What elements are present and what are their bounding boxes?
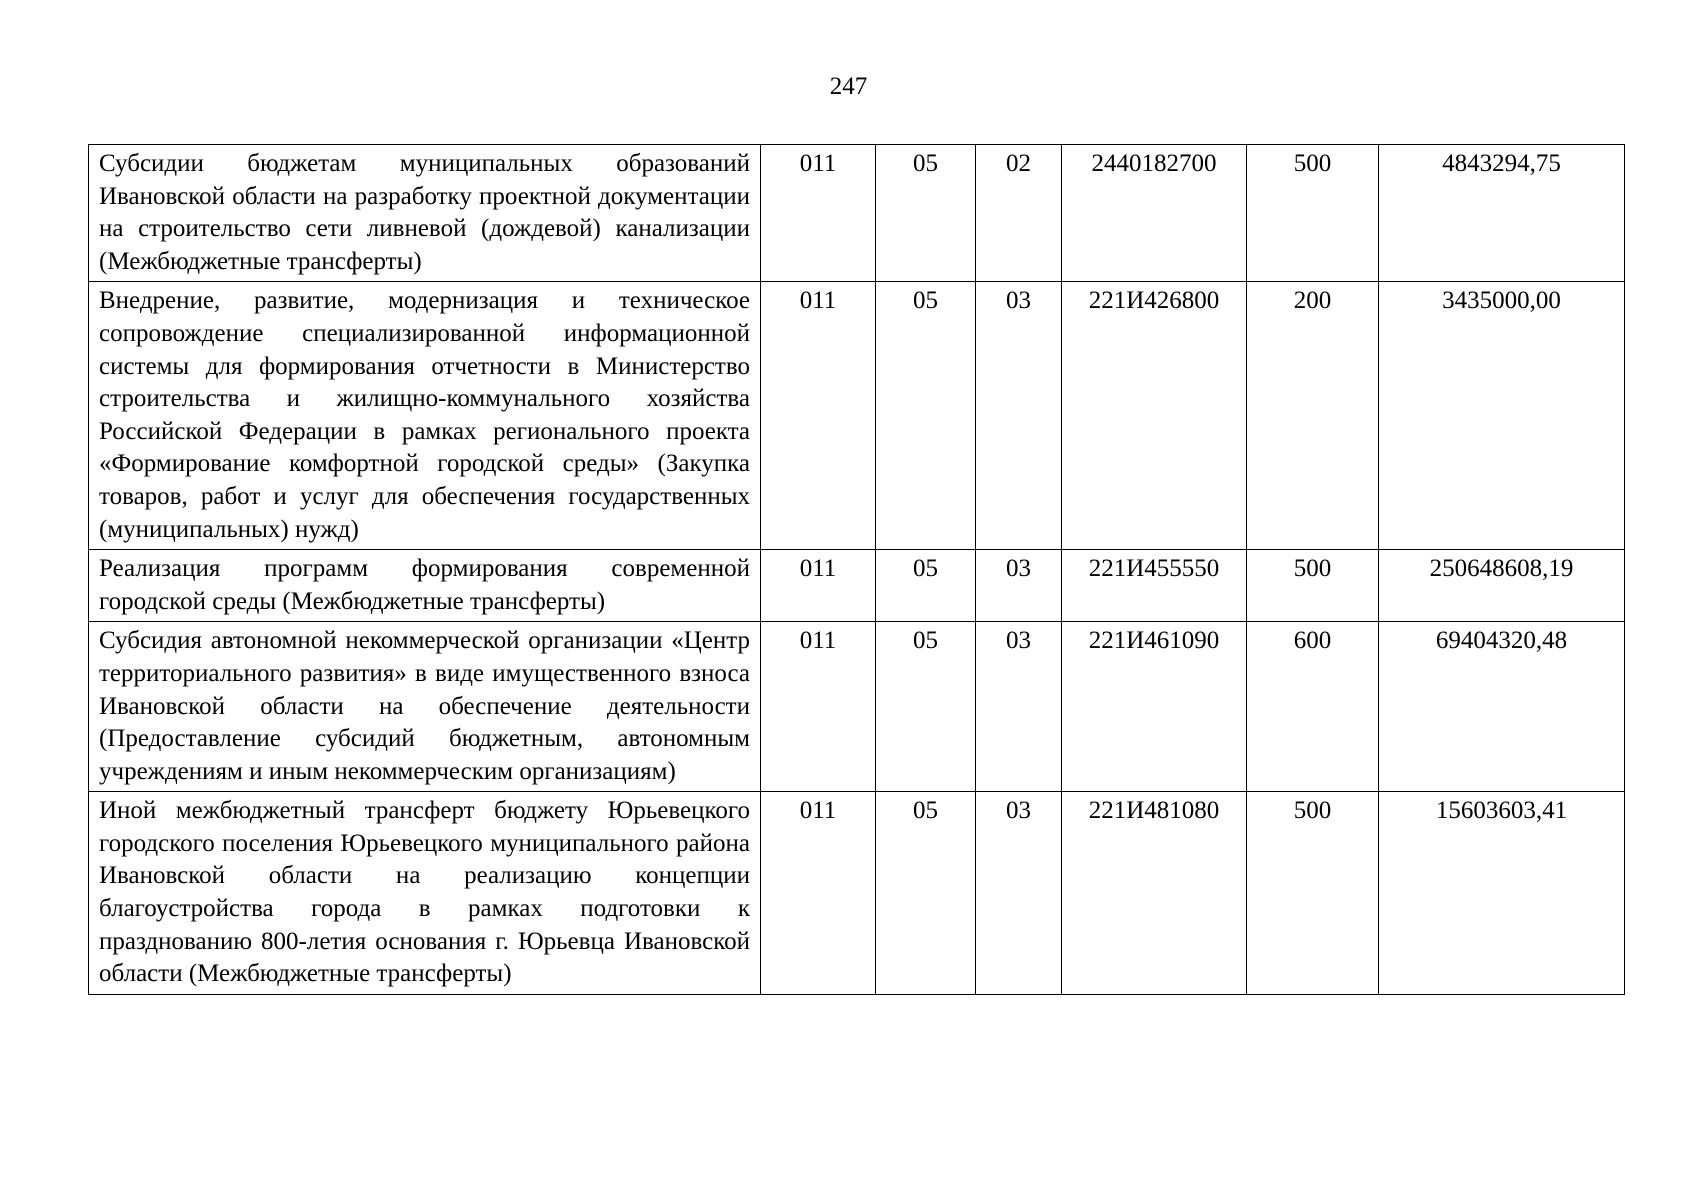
table-row <box>89 792 1625 995</box>
row-description: Субсидии бюджетам муниципальных образований Ивановской области на разработку проектной документации на строительство сети ливневой (дождевой) канализации (Межбюджетные трансферты) <box>89 145 761 282</box>
row-target-article-code: 221И461090 <box>1062 622 1247 792</box>
row-expense-type-code: 500 <box>1247 145 1379 282</box>
row-subsection-code: 02 <box>976 145 1062 282</box>
row-ministry-code: 011 <box>761 145 876 282</box>
row-expense-type-code: 600 <box>1247 622 1379 792</box>
row-section-code: 05 <box>876 145 976 282</box>
row-description: Внедрение, развитие, модернизация и техническое сопровождение специализированной информационной системы для формирования отчетности в Министерство строительства и жилищно-коммунального хозяйства Российской Федерации в рамках регионального проекта «Формирование комфортной городской среды» (Закупка товаров, работ и услуг для обеспечения государственных (муниципальных) нужд) <box>89 282 761 550</box>
row-subsection-code: 03 <box>976 550 1062 622</box>
page-number: 247 <box>829 73 868 100</box>
table-row <box>89 550 1625 622</box>
row-amount: 250648608,19 <box>1379 550 1625 622</box>
row-subsection-code: 03 <box>976 282 1062 550</box>
budget-table <box>88 144 1625 995</box>
row-ministry-code: 011 <box>761 622 876 792</box>
row-description: Иной межбюджетный трансферт бюджету Юрьевецкого городского поселения Юрьевецкого муниципального района Ивановской области на реализацию концепции благоустройства города в рамках подготовки к празднованию 800-летия основания г. Юрьевца Ивановской области (Межбюджетные трансферты) <box>89 792 761 995</box>
row-subsection-code: 03 <box>976 792 1062 995</box>
table-row <box>89 145 1625 282</box>
row-section-code: 05 <box>876 622 976 792</box>
row-section-code: 05 <box>876 282 976 550</box>
row-expense-type-code: 500 <box>1247 550 1379 622</box>
row-amount: 3435000,00 <box>1379 282 1625 550</box>
row-section-code: 05 <box>876 550 976 622</box>
row-target-article-code: 221И455550 <box>1062 550 1247 622</box>
row-ministry-code: 011 <box>761 282 876 550</box>
row-amount: 69404320,48 <box>1379 622 1625 792</box>
row-target-article-code: 2440182700 <box>1062 145 1247 282</box>
row-description: Реализация программ формирования современной городской среды (Межбюджетные трансферты) <box>89 550 761 622</box>
row-target-article-code: 221И481080 <box>1062 792 1247 995</box>
row-description: Субсидия автономной некоммерческой организации «Центр территориального развития» в виде имущественного взноса Ивановской области на обеспечение деятельности (Предоставление субсидий бюджетным, автономным учреждениям и иным некоммерческим организациям) <box>89 622 761 792</box>
row-expense-type-code: 500 <box>1247 792 1379 995</box>
row-amount: 15603603,41 <box>1379 792 1625 995</box>
table-row <box>89 622 1625 792</box>
row-section-code: 05 <box>876 792 976 995</box>
row-expense-type-code: 200 <box>1247 282 1379 550</box>
row-amount: 4843294,75 <box>1379 145 1625 282</box>
row-ministry-code: 011 <box>761 792 876 995</box>
row-ministry-code: 011 <box>761 550 876 622</box>
row-subsection-code: 03 <box>976 622 1062 792</box>
row-target-article-code: 221И426800 <box>1062 282 1247 550</box>
table-row <box>89 282 1625 550</box>
